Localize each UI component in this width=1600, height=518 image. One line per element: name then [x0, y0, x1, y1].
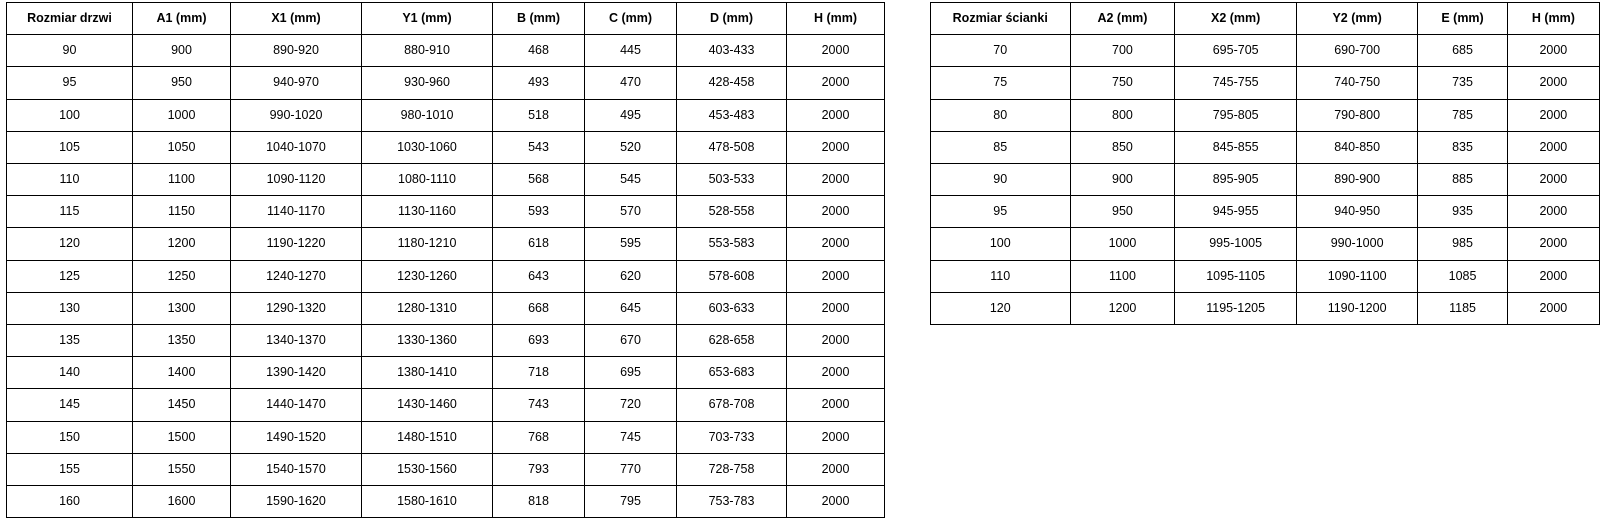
column-header-h: H (mm) [1507, 3, 1599, 35]
cell: 2000 [787, 228, 885, 260]
cell: 493 [493, 67, 585, 99]
cell: 1240-1270 [231, 260, 362, 292]
table-row [7, 421, 885, 453]
cell: 125 [7, 260, 133, 292]
cell: 70 [931, 35, 1071, 67]
cell: 1480-1510 [362, 421, 493, 453]
cell: 100 [931, 228, 1071, 260]
cell: 1085 [1418, 260, 1507, 292]
cell: 628-658 [677, 325, 787, 357]
table-row [7, 486, 885, 518]
cell: 950 [1070, 196, 1175, 228]
table-row [931, 99, 1600, 131]
cell: 1150 [133, 196, 231, 228]
cell: 100 [7, 99, 133, 131]
cell: 728-758 [677, 453, 787, 485]
cell: 495 [585, 99, 677, 131]
cell: 818 [493, 486, 585, 518]
column-header-e: E (mm) [1418, 3, 1507, 35]
cell: 1550 [133, 453, 231, 485]
cell: 885 [1418, 164, 1507, 196]
cell: 2000 [1507, 228, 1599, 260]
cell: 690-700 [1296, 35, 1417, 67]
cell: 1180-1210 [362, 228, 493, 260]
cell: 785 [1418, 99, 1507, 131]
doors-dimensions-table [6, 2, 885, 518]
cell: 743 [493, 389, 585, 421]
cell: 800 [1070, 99, 1175, 131]
cell: 2000 [787, 292, 885, 324]
cell: 578-608 [677, 260, 787, 292]
table-row [931, 196, 1600, 228]
cell: 2000 [1507, 292, 1599, 324]
cell: 935 [1418, 196, 1507, 228]
cell: 1090-1100 [1296, 260, 1417, 292]
cell: 140 [7, 357, 133, 389]
cell: 403-433 [677, 35, 787, 67]
cell: 840-850 [1296, 131, 1417, 163]
cell: 110 [7, 164, 133, 196]
cell: 603-633 [677, 292, 787, 324]
cell: 703-733 [677, 421, 787, 453]
cell: 110 [931, 260, 1071, 292]
cell: 478-508 [677, 131, 787, 163]
table-header-row [7, 3, 885, 35]
table-row [931, 35, 1600, 67]
table-row [7, 99, 885, 131]
cell: 2000 [1507, 131, 1599, 163]
cell: 1130-1160 [362, 196, 493, 228]
cell: 645 [585, 292, 677, 324]
cell: 1100 [133, 164, 231, 196]
table-row [7, 35, 885, 67]
cell: 155 [7, 453, 133, 485]
cell: 2000 [787, 325, 885, 357]
cell: 130 [7, 292, 133, 324]
cell: 1200 [1070, 292, 1175, 324]
cell: 80 [931, 99, 1071, 131]
column-header-y1: Y1 (mm) [362, 3, 493, 35]
table-row [931, 67, 1600, 99]
cell: 135 [7, 325, 133, 357]
cell: 670 [585, 325, 677, 357]
table-row [7, 228, 885, 260]
cell: 643 [493, 260, 585, 292]
cell: 160 [7, 486, 133, 518]
cell: 545 [585, 164, 677, 196]
cell: 795 [585, 486, 677, 518]
cell: 845-855 [1175, 131, 1296, 163]
cell: 518 [493, 99, 585, 131]
cell: 685 [1418, 35, 1507, 67]
cell: 950 [133, 67, 231, 99]
cell: 90 [7, 35, 133, 67]
cell: 1230-1260 [362, 260, 493, 292]
table-row [7, 389, 885, 421]
cell: 1000 [1070, 228, 1175, 260]
cell: 1000 [133, 99, 231, 131]
cell: 1040-1070 [231, 131, 362, 163]
cell: 1190-1200 [1296, 292, 1417, 324]
cell: 1080-1110 [362, 164, 493, 196]
cell: 995-1005 [1175, 228, 1296, 260]
cell: 1140-1170 [231, 196, 362, 228]
cell: 695-705 [1175, 35, 1296, 67]
cell: 2000 [787, 421, 885, 453]
column-header-x1: X1 (mm) [231, 3, 362, 35]
cell: 1380-1410 [362, 357, 493, 389]
doors-table-head [7, 3, 885, 35]
cell: 570 [585, 196, 677, 228]
cell: 1540-1570 [231, 453, 362, 485]
cell: 618 [493, 228, 585, 260]
cell: 693 [493, 325, 585, 357]
cell: 768 [493, 421, 585, 453]
cell: 105 [7, 131, 133, 163]
table-row [7, 325, 885, 357]
walls-dimensions-table [930, 2, 1600, 325]
cell: 1390-1420 [231, 357, 362, 389]
doors-table-body [7, 35, 885, 518]
cell: 2000 [787, 486, 885, 518]
column-header-c: C (mm) [585, 3, 677, 35]
cell: 790-800 [1296, 99, 1417, 131]
walls-table-body [931, 35, 1600, 325]
cell: 543 [493, 131, 585, 163]
cell: 668 [493, 292, 585, 324]
cell: 750 [1070, 67, 1175, 99]
cell: 1600 [133, 486, 231, 518]
cell: 835 [1418, 131, 1507, 163]
cell: 428-458 [677, 67, 787, 99]
cell: 120 [931, 292, 1071, 324]
cell: 445 [585, 35, 677, 67]
cell: 2000 [1507, 164, 1599, 196]
cell: 740-750 [1296, 67, 1417, 99]
walls-dimensions-table-container [930, 2, 1600, 325]
cell: 945-955 [1175, 196, 1296, 228]
table-row [7, 260, 885, 292]
cell: 1440-1470 [231, 389, 362, 421]
cell: 2000 [1507, 196, 1599, 228]
cell: 880-910 [362, 35, 493, 67]
table-row [931, 228, 1600, 260]
cell: 1030-1060 [362, 131, 493, 163]
cell: 1400 [133, 357, 231, 389]
column-header-h: H (mm) [787, 3, 885, 35]
cell: 900 [133, 35, 231, 67]
table-row [931, 164, 1600, 196]
cell: 470 [585, 67, 677, 99]
cell: 1250 [133, 260, 231, 292]
cell: 145 [7, 389, 133, 421]
cell: 1195-1205 [1175, 292, 1296, 324]
cell: 2000 [787, 35, 885, 67]
cell: 900 [1070, 164, 1175, 196]
cell: 850 [1070, 131, 1175, 163]
table-row [7, 164, 885, 196]
cell: 890-900 [1296, 164, 1417, 196]
cell: 1095-1105 [1175, 260, 1296, 292]
cell: 895-905 [1175, 164, 1296, 196]
table-row [931, 131, 1600, 163]
cell: 1280-1310 [362, 292, 493, 324]
cell: 2000 [787, 67, 885, 99]
column-header-d: D (mm) [677, 3, 787, 35]
cell: 795-805 [1175, 99, 1296, 131]
cell: 620 [585, 260, 677, 292]
column-header-rozmiar-drzwi: Rozmiar drzwi [7, 3, 133, 35]
cell: 2000 [1507, 99, 1599, 131]
cell: 1530-1560 [362, 453, 493, 485]
table-row [931, 260, 1600, 292]
cell: 940-970 [231, 67, 362, 99]
column-header-a2: A2 (mm) [1070, 3, 1175, 35]
cell: 1340-1370 [231, 325, 362, 357]
column-header-a1: A1 (mm) [133, 3, 231, 35]
cell: 980-1010 [362, 99, 493, 131]
cell: 595 [585, 228, 677, 260]
cell: 985 [1418, 228, 1507, 260]
cell: 95 [7, 67, 133, 99]
cell: 745 [585, 421, 677, 453]
cell: 753-783 [677, 486, 787, 518]
table-row [7, 67, 885, 99]
cell: 568 [493, 164, 585, 196]
cell: 678-708 [677, 389, 787, 421]
cell: 890-920 [231, 35, 362, 67]
cell: 2000 [787, 131, 885, 163]
cell: 1450 [133, 389, 231, 421]
cell: 718 [493, 357, 585, 389]
cell: 940-950 [1296, 196, 1417, 228]
cell: 120 [7, 228, 133, 260]
cell: 1290-1320 [231, 292, 362, 324]
cell: 85 [931, 131, 1071, 163]
cell: 2000 [787, 357, 885, 389]
cell: 770 [585, 453, 677, 485]
table-header-row [931, 3, 1600, 35]
cell: 2000 [1507, 260, 1599, 292]
column-header-x2: X2 (mm) [1175, 3, 1296, 35]
cell: 990-1020 [231, 99, 362, 131]
cell: 593 [493, 196, 585, 228]
cell: 75 [931, 67, 1071, 99]
cell: 2000 [787, 99, 885, 131]
cell: 1350 [133, 325, 231, 357]
cell: 1100 [1070, 260, 1175, 292]
cell: 2000 [787, 389, 885, 421]
cell: 2000 [787, 453, 885, 485]
cell: 520 [585, 131, 677, 163]
cell: 503-533 [677, 164, 787, 196]
cell: 150 [7, 421, 133, 453]
column-header-y2: Y2 (mm) [1296, 3, 1417, 35]
cell: 2000 [787, 260, 885, 292]
cell: 1185 [1418, 292, 1507, 324]
cell: 1090-1120 [231, 164, 362, 196]
cell: 1190-1220 [231, 228, 362, 260]
cell: 553-583 [677, 228, 787, 260]
cell: 95 [931, 196, 1071, 228]
cell: 90 [931, 164, 1071, 196]
cell: 1330-1360 [362, 325, 493, 357]
cell: 2000 [1507, 67, 1599, 99]
cell: 653-683 [677, 357, 787, 389]
cell: 1200 [133, 228, 231, 260]
table-row [7, 196, 885, 228]
cell: 2000 [787, 164, 885, 196]
cell: 2000 [1507, 35, 1599, 67]
cell: 1050 [133, 131, 231, 163]
cell: 745-755 [1175, 67, 1296, 99]
walls-table-head [931, 3, 1600, 35]
table-row [7, 453, 885, 485]
cell: 1500 [133, 421, 231, 453]
cell: 1590-1620 [231, 486, 362, 518]
cell: 793 [493, 453, 585, 485]
cell: 1300 [133, 292, 231, 324]
cell: 528-558 [677, 196, 787, 228]
cell: 695 [585, 357, 677, 389]
cell: 1430-1460 [362, 389, 493, 421]
cell: 930-960 [362, 67, 493, 99]
table-row [7, 357, 885, 389]
cell: 735 [1418, 67, 1507, 99]
cell: 1580-1610 [362, 486, 493, 518]
table-row [7, 131, 885, 163]
doors-dimensions-table-container [6, 2, 885, 518]
table-row [7, 292, 885, 324]
cell: 700 [1070, 35, 1175, 67]
cell: 1490-1520 [231, 421, 362, 453]
cell: 115 [7, 196, 133, 228]
cell: 990-1000 [1296, 228, 1417, 260]
column-header-rozmiar-scianki: Rozmiar ścianki [931, 3, 1071, 35]
column-header-b: B (mm) [493, 3, 585, 35]
cell: 2000 [787, 196, 885, 228]
table-row [931, 292, 1600, 324]
cell: 720 [585, 389, 677, 421]
cell: 468 [493, 35, 585, 67]
cell: 453-483 [677, 99, 787, 131]
